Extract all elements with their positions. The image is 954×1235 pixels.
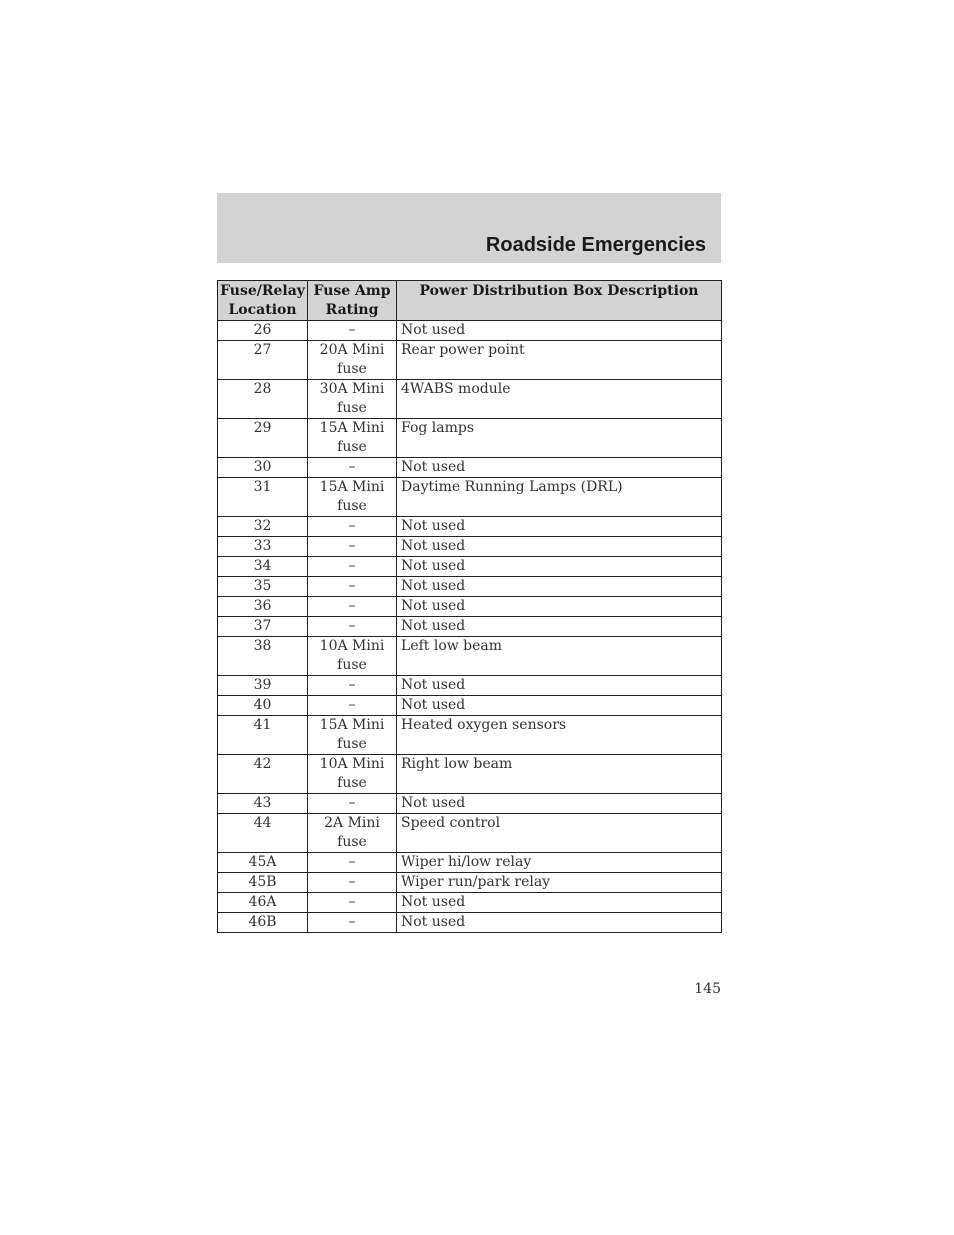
cell-rating xyxy=(308,478,397,517)
cell-location: 36 xyxy=(218,597,308,617)
cell-rating xyxy=(308,557,397,577)
table-row xyxy=(218,755,722,794)
cell-description: Not used xyxy=(397,617,722,637)
cell-description: Not used xyxy=(397,537,722,557)
cell-rating xyxy=(308,517,397,537)
cell-rating xyxy=(308,716,397,755)
rating-value: – xyxy=(348,894,356,910)
cell-rating xyxy=(308,341,397,380)
cell-location: 46A xyxy=(218,893,308,913)
cell-description: Left low beam xyxy=(397,637,722,676)
rating-value: 15A Mini xyxy=(319,479,385,495)
rating-value: 30A Mini xyxy=(319,381,385,397)
cell-description: Right low beam xyxy=(397,755,722,794)
rating-type: fuse xyxy=(337,400,367,416)
table-row xyxy=(218,617,722,637)
cell-rating xyxy=(308,380,397,419)
rating-value: – xyxy=(348,538,356,554)
cell-rating xyxy=(308,696,397,716)
cell-location: 27 xyxy=(218,341,308,380)
table-row xyxy=(218,419,722,458)
table-row xyxy=(218,814,722,853)
rating-value: 20A Mini xyxy=(319,342,385,358)
cell-rating xyxy=(308,321,397,341)
cell-description: Not used xyxy=(397,676,722,696)
rating-value: – xyxy=(348,795,356,811)
table-row xyxy=(218,913,722,933)
cell-location: 38 xyxy=(218,637,308,676)
rating-value: 10A Mini xyxy=(319,638,385,654)
cell-rating xyxy=(308,873,397,893)
table-row xyxy=(218,716,722,755)
cell-description: Not used xyxy=(397,577,722,597)
cell-description: Speed control xyxy=(397,814,722,853)
cell-location: 26 xyxy=(218,321,308,341)
rating-type: fuse xyxy=(337,736,367,752)
cell-description: Not used xyxy=(397,597,722,617)
cell-rating xyxy=(308,419,397,458)
table-row xyxy=(218,893,722,913)
table-row xyxy=(218,794,722,814)
rating-value: – xyxy=(348,518,356,534)
cell-rating xyxy=(308,597,397,617)
cell-rating xyxy=(308,913,397,933)
cell-location: 44 xyxy=(218,814,308,853)
cell-rating xyxy=(308,853,397,873)
page-number: 145 xyxy=(694,981,721,997)
table-row xyxy=(218,696,722,716)
cell-location: 43 xyxy=(218,794,308,814)
table-row xyxy=(218,478,722,517)
rating-value: – xyxy=(348,459,356,475)
cell-description: Rear power point xyxy=(397,341,722,380)
cell-location: 45B xyxy=(218,873,308,893)
rating-type: fuse xyxy=(337,439,367,455)
cell-rating xyxy=(308,617,397,637)
rating-type: fuse xyxy=(337,361,367,377)
cell-location: 29 xyxy=(218,419,308,458)
cell-description: Heated oxygen sensors xyxy=(397,716,722,755)
fuse-table xyxy=(217,280,722,933)
cell-location: 39 xyxy=(218,676,308,696)
cell-location: 30 xyxy=(218,458,308,478)
rating-value: 15A Mini xyxy=(319,717,385,733)
table-row xyxy=(218,597,722,617)
cell-location: 33 xyxy=(218,537,308,557)
column-header-description: Power Distribution Box Description xyxy=(397,281,722,321)
table-row xyxy=(218,341,722,380)
cell-location: 45A xyxy=(218,853,308,873)
rating-value: – xyxy=(348,697,356,713)
rating-value: – xyxy=(348,558,356,574)
cell-location: 32 xyxy=(218,517,308,537)
rating-type: fuse xyxy=(337,775,367,791)
rating-type: fuse xyxy=(337,834,367,850)
rating-value: – xyxy=(348,854,356,870)
rating-value: – xyxy=(348,914,356,930)
rating-value: 2A Mini xyxy=(324,815,380,831)
cell-rating xyxy=(308,458,397,478)
table-header-row xyxy=(218,281,722,321)
table-row xyxy=(218,676,722,696)
rating-type: fuse xyxy=(337,657,367,673)
table-row xyxy=(218,853,722,873)
cell-rating xyxy=(308,676,397,696)
rating-value: – xyxy=(348,618,356,634)
cell-description: Fog lamps xyxy=(397,419,722,458)
cell-rating xyxy=(308,577,397,597)
column-header-rating: Fuse Amp Rating xyxy=(308,281,397,321)
table-row xyxy=(218,458,722,478)
cell-description: Not used xyxy=(397,557,722,577)
cell-description: Not used xyxy=(397,458,722,478)
cell-rating xyxy=(308,814,397,853)
cell-description: Not used xyxy=(397,696,722,716)
cell-location: 35 xyxy=(218,577,308,597)
cell-rating xyxy=(308,794,397,814)
rating-value: – xyxy=(348,598,356,614)
rating-value: – xyxy=(348,322,356,338)
table-row xyxy=(218,517,722,537)
cell-description: Wiper hi/low relay xyxy=(397,853,722,873)
cell-location: 28 xyxy=(218,380,308,419)
cell-location: 46B xyxy=(218,913,308,933)
table-row xyxy=(218,637,722,676)
cell-description: Not used xyxy=(397,517,722,537)
cell-location: 42 xyxy=(218,755,308,794)
table-row xyxy=(218,537,722,557)
cell-description: Not used xyxy=(397,913,722,933)
rating-value: – xyxy=(348,874,356,890)
cell-location: 31 xyxy=(218,478,308,517)
cell-location: 34 xyxy=(218,557,308,577)
column-header-location: Fuse/Relay Location xyxy=(218,281,308,321)
rating-value: 15A Mini xyxy=(319,420,385,436)
cell-description: Not used xyxy=(397,321,722,341)
table-row xyxy=(218,557,722,577)
cell-location: 41 xyxy=(218,716,308,755)
cell-location: 37 xyxy=(218,617,308,637)
rating-value: – xyxy=(348,578,356,594)
rating-type: fuse xyxy=(337,498,367,514)
cell-description: Wiper run/park relay xyxy=(397,873,722,893)
table-row xyxy=(218,380,722,419)
cell-rating xyxy=(308,755,397,794)
rating-value: 10A Mini xyxy=(319,756,385,772)
table-row xyxy=(218,873,722,893)
rating-value: – xyxy=(348,677,356,693)
cell-description: 4WABS module xyxy=(397,380,722,419)
cell-rating xyxy=(308,637,397,676)
table-row xyxy=(218,577,722,597)
cell-description: Not used xyxy=(397,893,722,913)
cell-rating xyxy=(308,537,397,557)
cell-rating xyxy=(308,893,397,913)
cell-description: Not used xyxy=(397,794,722,814)
section-title: Roadside Emergencies xyxy=(485,234,706,256)
cell-description: Daytime Running Lamps (DRL) xyxy=(397,478,722,517)
table-row xyxy=(218,321,722,341)
section-header-band xyxy=(217,193,721,263)
cell-location: 40 xyxy=(218,696,308,716)
